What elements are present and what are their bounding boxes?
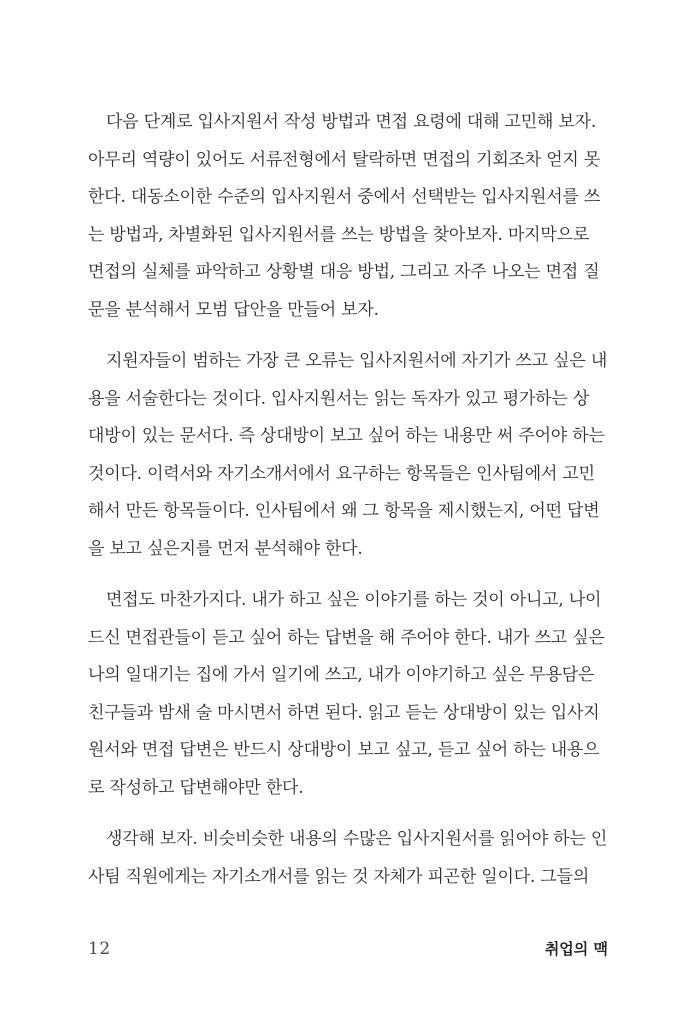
- paragraph: [88, 104, 610, 329]
- text-line: 원서와 면접 답변은 반드시 상대방이 보고 싶고, 듣고 싶어 하는 내용으: [88, 740, 600, 760]
- text-line: 다음 단계로 입사지원서 작성 방법과 면접 요령에 대해 고민해 보자.: [106, 112, 597, 132]
- text-line: 나의 일대기는 집에 가서 일기에 쓰고, 내가 이야기하고 싶은 무용담은: [88, 665, 595, 685]
- text-line: 면접의 실체를 파악하고 상황별 대응 방법, 그리고 자주 나오는 면접 질: [88, 262, 600, 282]
- page-footer: [88, 938, 608, 959]
- text-line: 드신 면접관들이 듣고 싶어 하는 답변을 해 주어야 한다. 내가 쓰고 싶은: [88, 627, 605, 648]
- text-line: 지원자들이 범하는 가장 큰 오류는 입사지원서에 자기가 쓰고 싶은 내: [106, 351, 608, 371]
- text-line: 한다. 대동소이한 수준의 입사지원서 중에서 선택받는 입사지원서를 쓰: [88, 187, 601, 207]
- paragraph: [88, 343, 610, 568]
- text-line: 해서 만든 항목들이다. 인사팀에서 왜 그 항목을 제시했는지, 어떤 답변: [88, 501, 600, 521]
- text-line: 생각해 보자. 비슷비슷한 내용의 수많은 입사지원서를 읽어야 하는 인: [106, 829, 608, 849]
- text-line: 문을 분석해서 모범 답안을 만들어 보자.: [88, 299, 379, 320]
- text-line: 것이다. 이력서와 자기소개서에서 요구하는 항목들은 인사팀에서 고민: [88, 463, 595, 484]
- paragraph: [88, 821, 610, 896]
- running-title: 취업의 맥: [544, 940, 608, 958]
- text-line: 을 보고 싶은지를 먼저 분석해야 한다.: [88, 538, 363, 559]
- body-text: [88, 104, 610, 910]
- text-line: 면접도 마찬가지다. 내가 하고 싶은 이야기를 하는 것이 아니고, 나이: [106, 590, 602, 610]
- text-line: 는 방법과, 차별화된 입사지원서를 쓰는 방법을 찾아보자. 마지막으로: [88, 224, 590, 245]
- text-line: 아무리 역량이 있어도 서류전형에서 탈락하면 면접의 기회조차 얻지 못: [88, 149, 601, 170]
- text-line: 사팀 직원에게는 자기소개서를 읽는 것 자체가 피곤한 일이다. 그들의: [88, 866, 590, 887]
- text-line: 친구들과 밤새 술 마시면서 하면 된다. 읽고 듣는 상대방이 있는 입사지: [88, 702, 600, 723]
- text-line: 용을 서술한다는 것이다. 입사지원서는 읽는 독자가 있고 평가하는 상: [88, 388, 590, 409]
- text-line: 대방이 있는 문서다. 즉 상대방이 보고 싶어 하는 내용만 써 주어야 하는: [88, 426, 605, 446]
- page-number: 12: [88, 939, 111, 959]
- text-line: 로 작성하고 답변해야만 한다.: [88, 777, 304, 798]
- paragraph: [88, 582, 610, 807]
